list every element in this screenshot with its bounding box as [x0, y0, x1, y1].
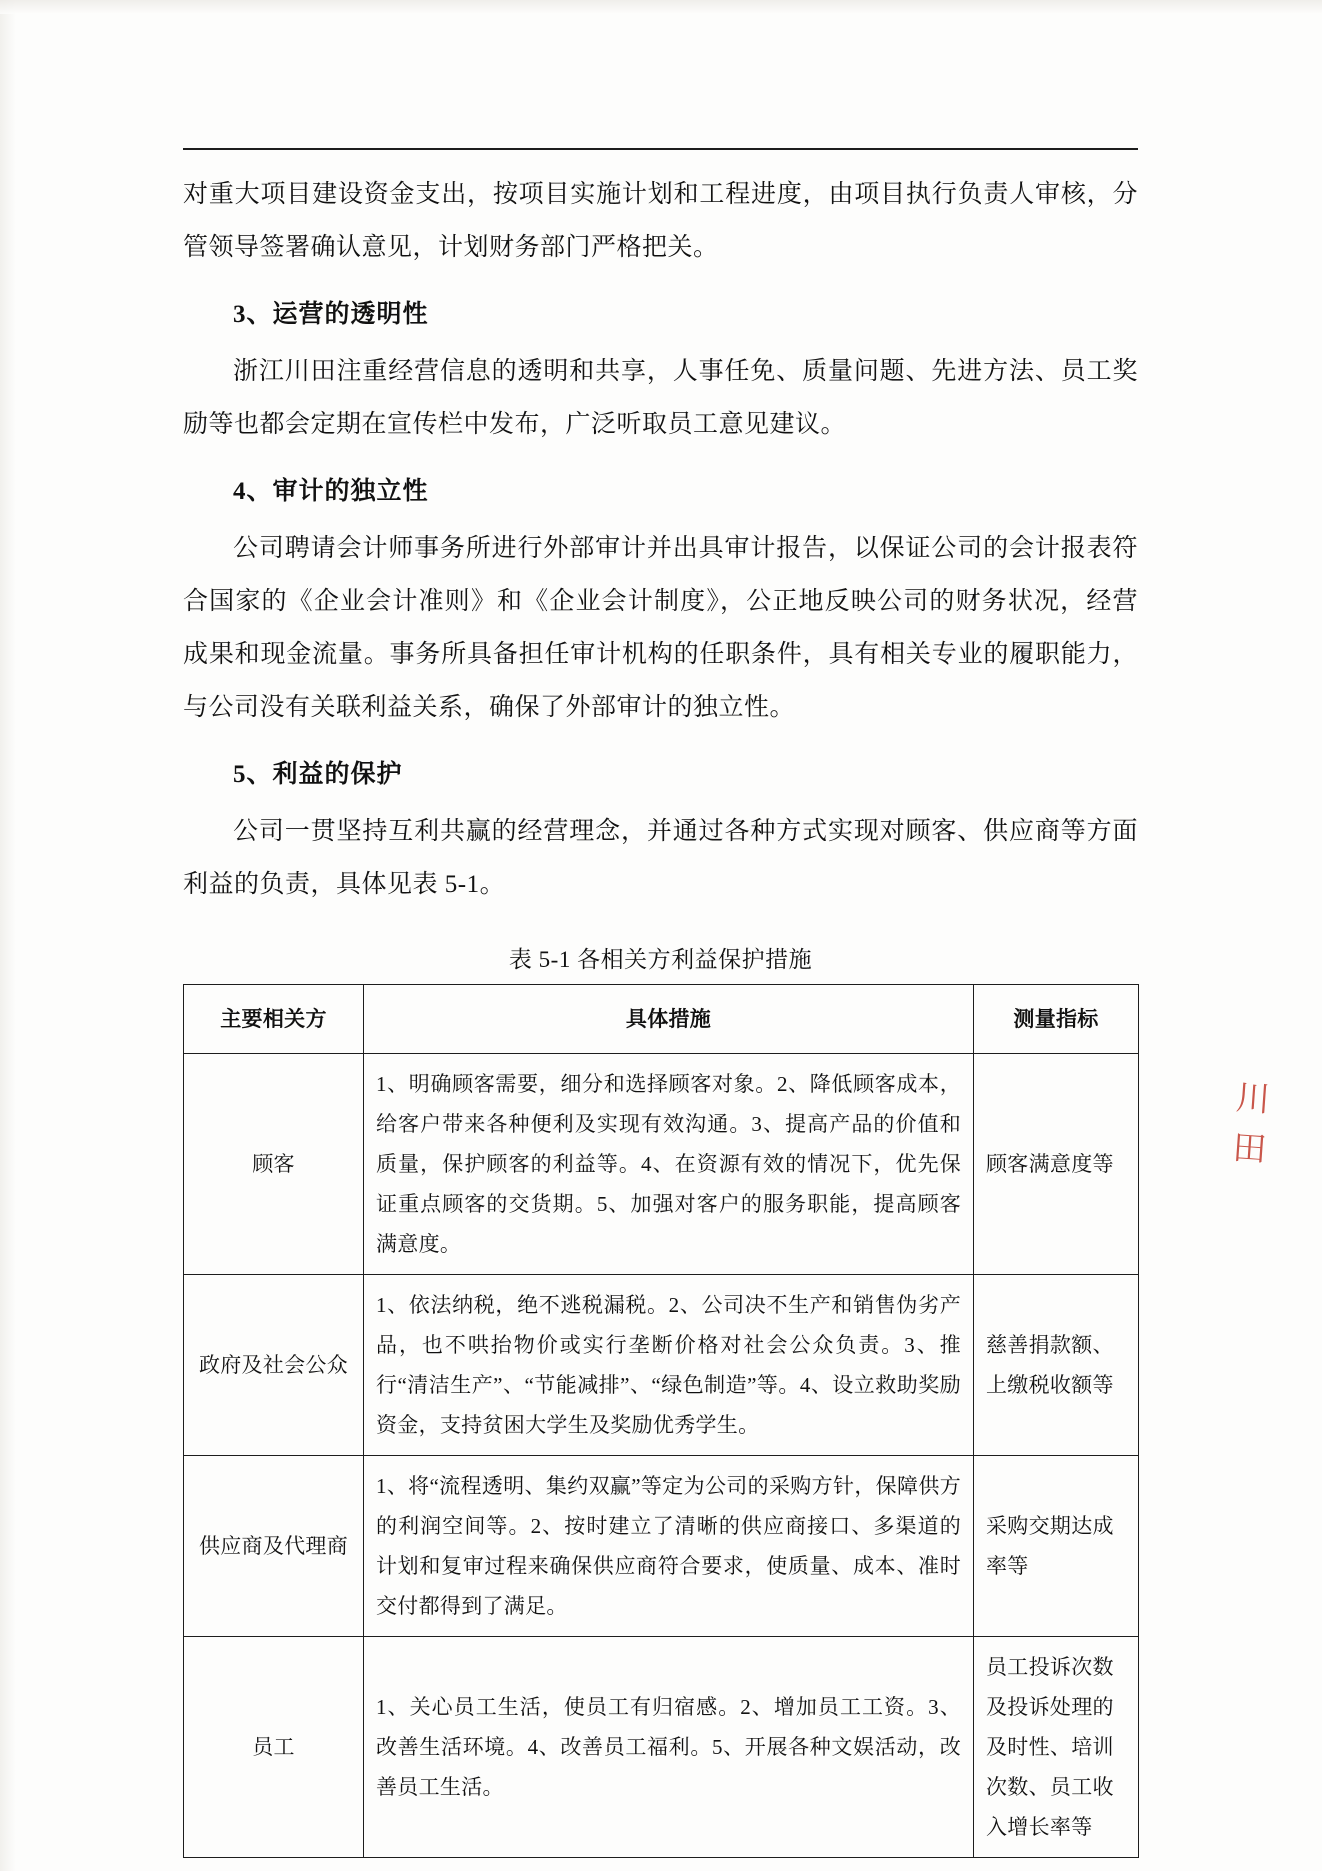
- header-rule: [183, 148, 1138, 150]
- cell-metric: 慈善捐款额、上缴税收额等: [974, 1275, 1139, 1456]
- scan-edge-left: [0, 0, 16, 1871]
- cell-measures: 1、明确顾客需要，细分和选择顾客对象。2、降低顾客成本，给客户带来各种便利及实现有效沟通。3、提高产品的价值和质量，保护顾客的利益等。4、在资源有效的情况下，优先保证重点顾客的交货期。5、加强对客户的服务职能，提高顾客满意度。: [364, 1054, 974, 1275]
- cell-party: 政府及社会公众: [184, 1275, 364, 1456]
- section-heading-5: 5、利益的保护: [233, 761, 403, 788]
- page-content: [183, 148, 1138, 1858]
- paragraph-continuation: 对重大项目建设资金支出，按项目实施计划和工程进度，由项目执行负责人审核，分管领导签署确认意见，计划财务部门严格把关。: [183, 181, 1138, 261]
- section-heading-4: 4、审计的独立性: [233, 478, 429, 505]
- red-stamp-mark: 川田: [1231, 1079, 1274, 1170]
- cell-metric: 顾客满意度等: [974, 1054, 1139, 1275]
- section-text-4: 公司聘请会计师事务所进行外部审计并出具审计报告，以保证公司的会计报表符合国家的《企业会计准则》和《企业会计制度》，公正地反映公司的财务状况，经营成果和现金流量。事务所具备担任审计机构的任职条件，具有相关专业的履职能力，与公司没有关联利益关系，确保了外部审计的独立性。: [183, 535, 1138, 721]
- cell-measures: 1、将“流程透明、集约双赢”等定为公司的采购方针，保障供方的利润空间等。2、按时建立了清晰的供应商接口、多渠道的计划和复审过程来确保供应商符合要求，使质量、成本、准时交付都得到了满足。: [364, 1456, 974, 1637]
- cell-party: 顾客: [184, 1054, 364, 1275]
- section-text-3: 浙江川田注重经营信息的透明和共享，人事任免、质量问题、先进方法、员工奖励等也都会定期在宣传栏中发布，广泛听取员工意见建议。: [183, 358, 1138, 438]
- section-heading-3: 3、运营的透明性: [233, 301, 429, 328]
- table-header-row: [184, 985, 1139, 1054]
- table-header-measures: 具体措施: [364, 985, 974, 1054]
- cell-measures: 1、关心员工生活，使员工有归宿感。2、增加员工工资。3、改善生活环境。4、改善员工福利。5、开展各种文娱活动，改善员工生活。: [364, 1637, 974, 1858]
- stakeholder-measures-table: [183, 984, 1139, 1858]
- cell-party: 员工: [184, 1637, 364, 1858]
- cell-measures: 1、依法纳税，绝不逃税漏税。2、公司决不生产和销售伪劣产品，也不哄抬物价或实行垄断价格对社会公众负责。3、推行“清洁生产”、“节能减排”、“绿色制造”等。4、设立救助奖励资金，支持贫困大学生及奖励优秀学生。: [364, 1275, 974, 1456]
- section-text-5: 公司一贯坚持互利共赢的经营理念，并通过各种方式实现对顾客、供应商等方面利益的负责，具体见表 5-1。: [183, 818, 1138, 898]
- scan-edge-top: [0, 0, 1322, 14]
- table-row: [184, 1275, 1139, 1456]
- cell-metric: 采购交期达成率等: [974, 1456, 1139, 1637]
- table-row: [184, 1054, 1139, 1275]
- cell-metric: 员工投诉次数及投诉处理的及时性、培训次数、员工收入增长率等: [974, 1637, 1139, 1858]
- table-header-party: 主要相关方: [184, 985, 364, 1054]
- table-row: [184, 1456, 1139, 1637]
- table-row: [184, 1637, 1139, 1858]
- table-header-metric: 测量指标: [974, 985, 1139, 1054]
- table-caption: 表 5-1 各相关方利益保护措施: [508, 947, 813, 972]
- cell-party: 供应商及代理商: [184, 1456, 364, 1637]
